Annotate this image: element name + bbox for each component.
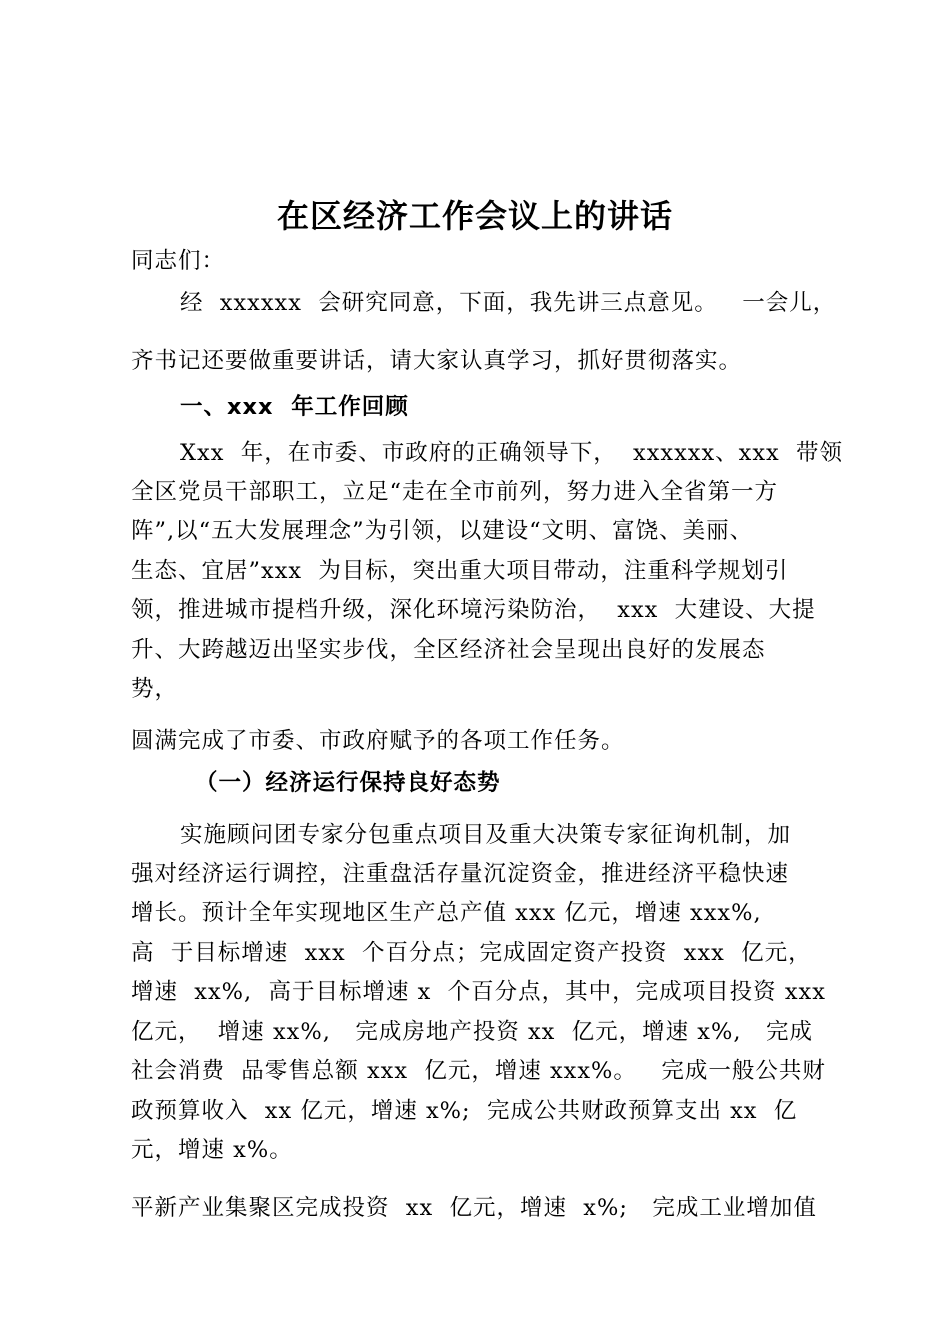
paragraph-line: 增速 xx%, 高于目标增速 x 个百分点，其中，完成项目投资 xxx bbox=[131, 979, 826, 1005]
paragraph-line: 高 于目标增速 xxx 个百分点；完成固定资产投资 xxx 亿元， bbox=[131, 940, 812, 966]
paragraph-line: 政预算收入 xx 亿元，增速 x%; 完成公共财政预算支出 xx 亿 bbox=[131, 1098, 798, 1124]
paragraph-line: 增长。预计全年实现地区生产总产值 xxx 亿元，增速 xxx%, bbox=[131, 900, 762, 926]
subsection-heading: （一）经济运行保持良好态势 bbox=[195, 770, 501, 796]
paragraph-line: 社会消费 品零售总额 xxx 亿元，增速 xxx%。 完成一般公共财 bbox=[131, 1058, 826, 1084]
paragraph-line: 领，推进城市提档升级，深化环境污染防治， xxx 大建设、大提 bbox=[131, 597, 816, 623]
paragraph-line: 全区党员干部职工，立足“走在全市前列，努力进入全省第一方 bbox=[131, 479, 779, 505]
salutation: 同志们： bbox=[131, 248, 226, 274]
paragraph-line: 平新产业集聚区完成投资 xx 亿元，增速 x%; 完成工业增加值 bbox=[131, 1195, 817, 1221]
intro-line: 齐书记还要做重要讲话，请大家认真学习，抓好贯彻落实。 bbox=[131, 348, 743, 374]
paragraph-line: 势， bbox=[131, 676, 179, 702]
paragraph-line: 升、大跨越迈出坚实步伐，全区经济社会呈现出良好的发展态 bbox=[131, 637, 766, 663]
paragraph-line: Xxx 年，在市委、市政府的正确领导下， xxxxxx、xxx 带领 bbox=[180, 440, 844, 466]
intro-line: 经 xxxxxx 会研究同意，下面，我先讲三点意见。 一会儿， bbox=[180, 290, 837, 316]
paragraph-line: 圆满完成了市委、市政府赋予的各项工作任务。 bbox=[131, 728, 625, 754]
paragraph-line: 强对经济运行调控，注重盘活存量沉淀资金，推进经济平稳快速 bbox=[131, 861, 790, 887]
paragraph-line: 亿元， 增速 xx%, 完成房地产投资 xx 亿元，增速 x%, 完成 bbox=[131, 1019, 813, 1045]
paragraph-line: 元，增速 x%。 bbox=[131, 1137, 293, 1163]
paragraph-line: 生态、宜居”xxx 为目标，突出重大项目带动，注重科学规划引 bbox=[131, 558, 789, 584]
paragraph-line: 阵”,以“五大发展理念”为引领，以建设“文明、富饶、美丽、 bbox=[131, 518, 754, 544]
section-heading: 一、xxx 年工作回顾 bbox=[180, 394, 409, 420]
paragraph-line: 实施顾问团专家分包重点项目及重大决策专家征询机制，加 bbox=[180, 822, 792, 848]
document-title: 在区经济工作会议上的讲话 bbox=[276, 197, 673, 235]
